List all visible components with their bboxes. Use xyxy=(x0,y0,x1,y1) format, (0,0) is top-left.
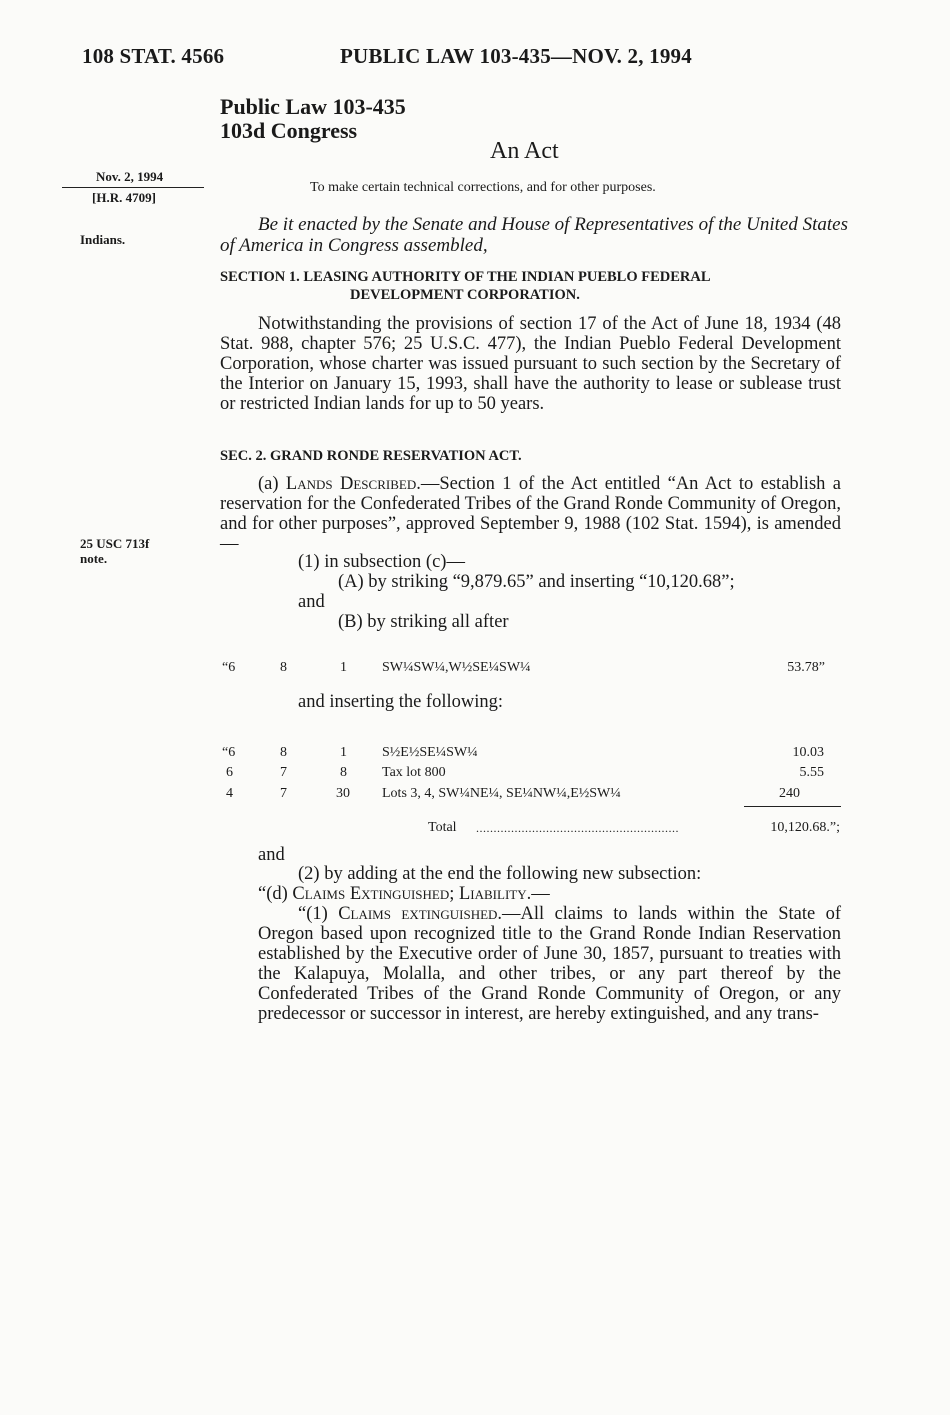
section-1-body: Notwithstanding the provisions of section 17 of the Act of June 18, 1934 (48 Stat. 988, chapter 576; 25 U.S.C. 477), the Indian Pueblo Federal Development Corporation, whose charter was issued pursuant to such section by the Secretary of the Interior on January 15, 1993, shall have the authority to lease or sublease trust or restricted Indian lands for up to 50 years. xyxy=(220,314,841,414)
acres-cell: 240 xyxy=(779,786,800,801)
acres-cell: 53.78” xyxy=(787,660,825,675)
table-row xyxy=(0,765,950,787)
description-cell: Lots 3, 4, SW¼NE¼, SE¼NW¼,E½SW¼ xyxy=(382,786,621,801)
stat-page-number: 108 STAT. 4566 xyxy=(82,44,225,68)
act-title: An Act xyxy=(490,138,559,164)
table-row xyxy=(0,786,950,808)
struck-land-row xyxy=(0,660,950,682)
enacting-clause: Be it enacted by the Senate and House of Representatives of the United States of America in Congress assembled, xyxy=(220,214,848,256)
running-head: PUBLIC LAW 103-435—NOV. 2, 1994 xyxy=(340,44,692,68)
subsection-d-heading: “(d) Claims Extinguished; Liability.— xyxy=(258,884,550,904)
table-total-row xyxy=(0,820,950,842)
congress-number: 103d Congress xyxy=(220,118,358,143)
table-row xyxy=(0,745,950,767)
description-cell: S½E½SE¼SW¼ xyxy=(382,745,478,760)
item-1: (1) in subsection (c)— xyxy=(298,552,465,572)
claims-extinguished-paragraph: “(1) Claims extinguished.—All claims to lands within the State of Oregon based upon recognized title to the Grand Ronde Indian Reservation established by the Executive order of June 30, 1857, pursuant to treaties with the Kalapuya, Molalla, and other tribes, or any part thereof by the Confederated Tribes of the Grand Ronde Community of Oregon, or any predecessor or successor in interest, are hereby extinguished, and any trans- xyxy=(258,904,841,1024)
total-rule xyxy=(744,806,841,807)
total-value: 10,120.68.”; xyxy=(770,820,840,835)
description-cell: Tax lot 800 xyxy=(382,765,446,780)
margin-topic: Indians. xyxy=(80,232,126,247)
description-cell: SW¼SW¼,W½SE¼SW¼ xyxy=(382,660,531,675)
township-cell: 6 xyxy=(226,765,233,780)
range-cell: 8 xyxy=(280,660,287,675)
and-inserting-line: and inserting the following: xyxy=(298,692,504,712)
item-2: (2) by adding at the end the following new subsection: xyxy=(298,864,702,884)
margin-rule xyxy=(62,187,204,188)
section-2-heading: SEC. 2. GRAND RONDE RESERVATION ACT. xyxy=(220,448,522,464)
township-cell: “6 xyxy=(222,745,236,760)
item-A: (A) by striking “9,879.65” and inserting “10,120.68”; xyxy=(338,572,735,592)
acres-cell: 5.55 xyxy=(799,765,824,780)
section-cell: 1 xyxy=(340,745,347,760)
township-cell: 4 xyxy=(226,786,233,801)
range-cell: 7 xyxy=(280,786,287,801)
margin-bill-number: [H.R. 4709] xyxy=(92,190,156,205)
act-purpose: To make certain technical corrections, and for other purposes. xyxy=(310,180,656,195)
township-cell: “6 xyxy=(222,660,236,675)
margin-usc-citation: 25 USC 713f xyxy=(80,536,150,551)
section-cell: 30 xyxy=(336,786,350,801)
para-a-caption: Lands Described xyxy=(285,474,417,494)
item-A-and: and xyxy=(298,592,325,612)
item-1-and: and xyxy=(258,845,285,865)
section-1-heading-line1: SECTION 1. LEASING AUTHORITY OF THE INDIAN PUEBLO FEDERAL xyxy=(220,269,711,285)
range-cell: 7 xyxy=(280,765,287,780)
section-1-heading-line2: DEVELOPMENT CORPORATION. xyxy=(350,287,580,303)
item-B: (B) by striking all after xyxy=(338,612,509,632)
margin-date: Nov. 2, 1994 xyxy=(96,169,164,184)
range-cell: 8 xyxy=(280,745,287,760)
section-2-para-a: (a) Lands Described.—Section 1 of the Act entitled “An Act to establish a reservation for the Confederated Tribes of the Grand Ronde Community of Oregon, and for other purposes”, approved September 9, 1988 (102 Stat. 1594), is amended— xyxy=(220,474,841,554)
section-cell: 8 xyxy=(340,765,347,780)
acres-cell: 10.03 xyxy=(792,745,824,760)
public-law-number: Public Law 103-435 xyxy=(220,94,406,119)
total-leader-dots: .......................................................... xyxy=(476,821,679,835)
total-label: Total xyxy=(428,820,457,835)
section-cell: 1 xyxy=(340,660,347,675)
margin-usc-note: note. xyxy=(80,551,108,566)
